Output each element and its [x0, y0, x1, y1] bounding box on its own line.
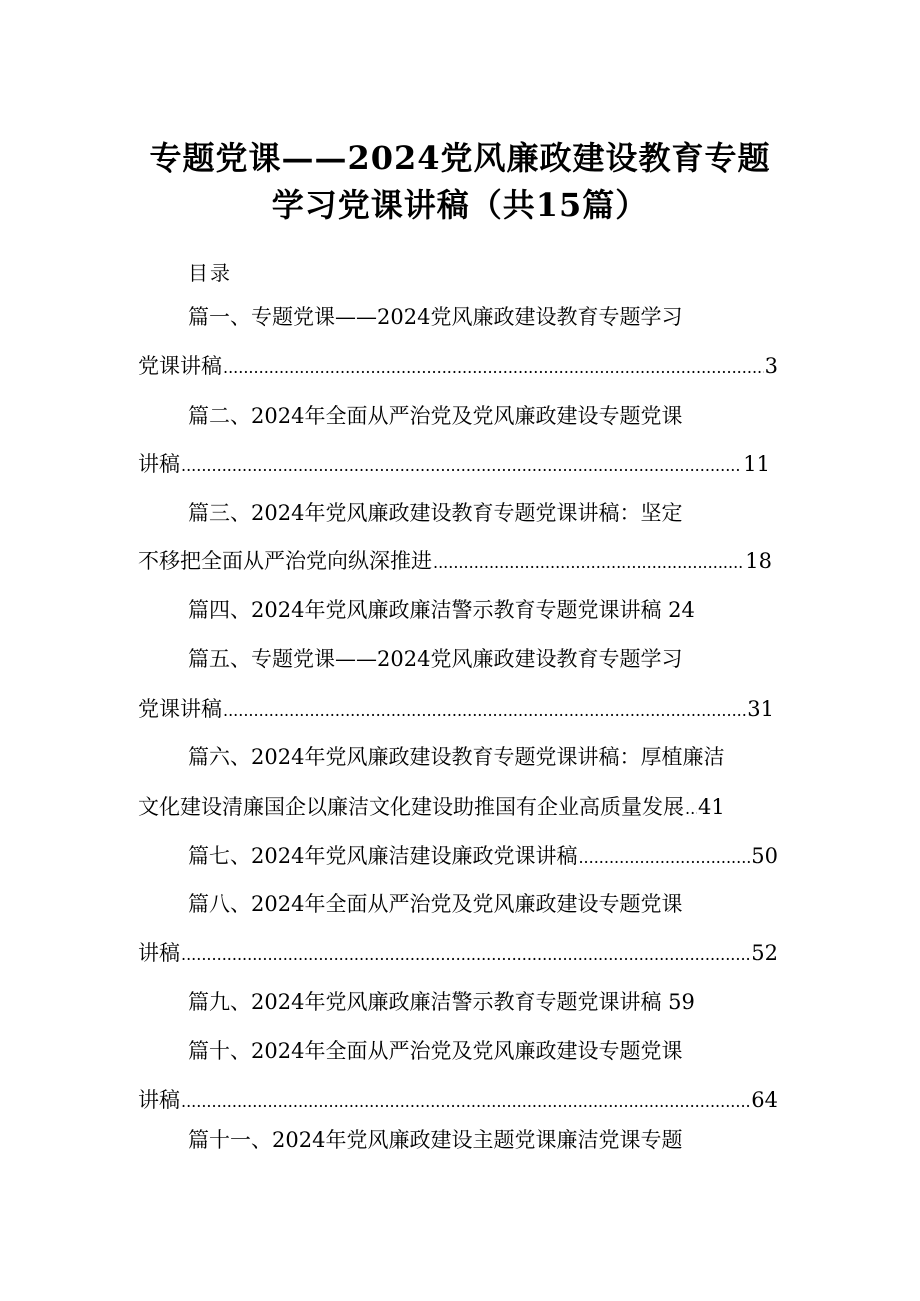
toc-entry-3-line-1: 篇三、2024年党风廉政建设教育专题党课讲稿：坚定	[188, 501, 683, 525]
dot-leader	[685, 795, 697, 823]
toc-entry-9	[188, 988, 695, 1016]
toc-entry-1-line-2	[138, 352, 778, 382]
toc-entry-9-page: 59	[668, 990, 695, 1014]
toc-entry-4-text: 篇四、2024年党风廉政廉洁警示教育专题党课讲稿	[188, 598, 662, 622]
toc-entry-3-text: 不移把全面从严治党向纵深推进	[138, 549, 432, 573]
toc-entry-2-line-2	[138, 450, 770, 480]
dot-leader	[433, 549, 744, 577]
toc-entry-6-line-1: 篇六、2024年党风廉政建设教育专题党课讲稿：厚植廉洁	[188, 745, 725, 769]
dot-leader	[181, 1088, 750, 1116]
toc-heading: 目录	[188, 261, 232, 285]
toc-entry-5-line-2	[138, 695, 774, 725]
toc-entry-2-page: 11	[743, 452, 770, 476]
toc-entry-8-line-2	[138, 939, 778, 969]
document-title-line-1: 专题党课——2024党风廉政建设教育专题	[149, 139, 771, 177]
dot-leader	[578, 844, 750, 872]
dot-leader	[223, 354, 764, 382]
toc-entry-10-text: 讲稿	[138, 1088, 180, 1112]
toc-entry-6-text: 文化建设清廉国企以廉洁文化建设助推国有企业高质量发展	[138, 795, 684, 819]
toc-entry-8-text: 讲稿	[138, 941, 180, 965]
toc-entry-5-page: 31	[747, 697, 774, 721]
toc-entry-3-page: 18	[745, 549, 772, 573]
toc-entry-6-page: 41	[698, 795, 725, 819]
toc-entry-9-text: 篇九、2024年党风廉政廉洁警示教育专题党课讲稿	[188, 990, 662, 1014]
toc-entry-7	[188, 842, 778, 872]
toc-entry-10-line-1: 篇十、2024年全面从严治党及党风廉政建设专题党课	[188, 1039, 683, 1063]
toc-entry-4	[188, 596, 695, 624]
dot-leader	[223, 697, 746, 725]
toc-entry-2-text: 讲稿	[138, 452, 180, 476]
toc-entry-8-line-1: 篇八、2024年全面从严治党及党风廉政建设专题党课	[188, 892, 683, 916]
toc-entry-4-page: 24	[668, 598, 695, 622]
toc-entry-2-line-1: 篇二、2024年全面从严治党及党风廉政建设专题党课	[188, 404, 683, 428]
toc-entry-1-text: 党课讲稿	[138, 354, 222, 378]
dot-leader	[181, 941, 750, 969]
toc-entry-7-text: 篇七、2024年党风廉洁建设廉政党课讲稿	[188, 844, 578, 868]
toc-entry-10-page: 64	[751, 1088, 778, 1112]
toc-entry-7-page: 50	[751, 844, 778, 868]
toc-entry-10-line-2	[138, 1086, 778, 1116]
toc-entry-5-text: 党课讲稿	[138, 697, 222, 721]
toc-entry-11-line-1: 篇十一、2024年党风廉政建设主题党课廉洁党课专题	[188, 1128, 683, 1152]
toc-entry-6-line-2	[138, 793, 778, 823]
toc-entry-5-line-1: 篇五、专题党课——2024党风廉政建设教育专题学习	[188, 647, 683, 671]
dot-leader	[181, 452, 742, 480]
toc-entry-8-page: 52	[751, 941, 778, 965]
document-title-line-2: 学习党课讲稿（共15篇）	[271, 186, 649, 224]
toc-entry-3-line-2	[138, 547, 772, 577]
toc-entry-1-page: 3	[764, 354, 778, 378]
toc-entry-1-line-1: 篇一、专题党课——2024党风廉政建设教育专题学习	[188, 305, 683, 329]
